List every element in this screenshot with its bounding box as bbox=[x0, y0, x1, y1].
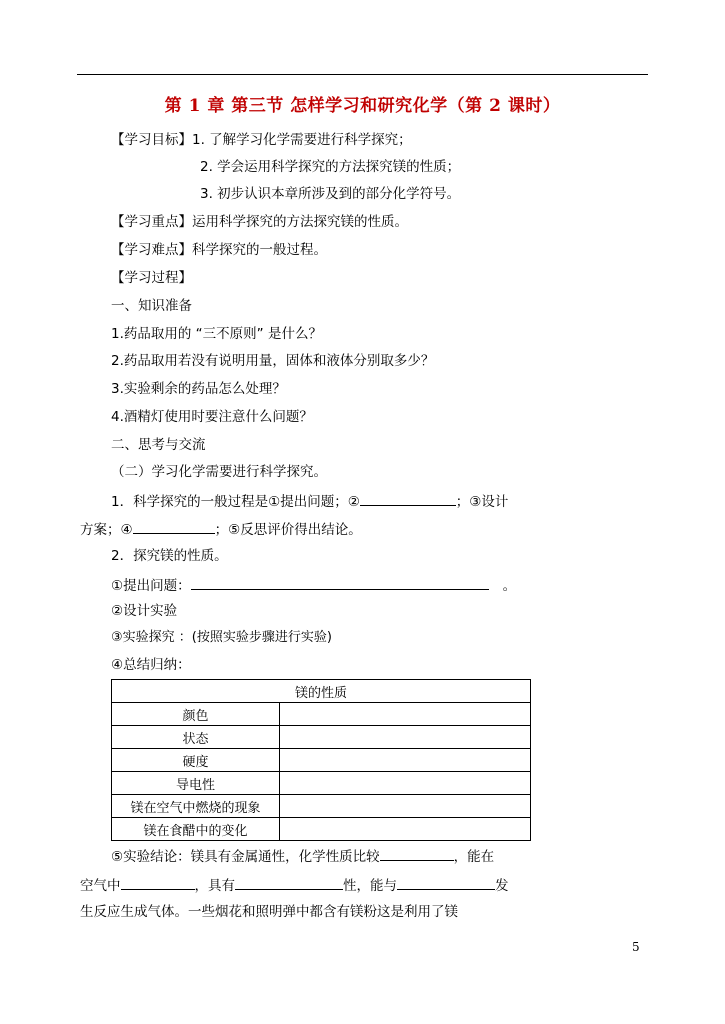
difficulty-label: 【学习难点】 bbox=[111, 242, 192, 258]
conclusion-line-1 bbox=[111, 846, 494, 866]
table-row bbox=[112, 795, 531, 818]
section-heading: 二、思考与交流 bbox=[111, 437, 206, 453]
subsection-heading: （二）学习化学需要进行科学探究。 bbox=[111, 464, 327, 480]
text-span: ①提出问题： bbox=[111, 578, 191, 594]
table-header: 镁的性质 bbox=[112, 680, 531, 703]
conclusion-line-3: 生反应生成气体。一些烟花和照明弹中都含有镁粉这是利用了镁 bbox=[80, 904, 458, 920]
property-answer-cell[interactable] bbox=[280, 818, 531, 841]
key-point-label: 【学习重点】 bbox=[111, 214, 192, 230]
text-span: 空气中 bbox=[80, 878, 121, 894]
fill-blank[interactable] bbox=[235, 875, 343, 890]
list-item: 2.药品取用若没有说明用量，固体和液体分别取多少？ bbox=[111, 353, 435, 369]
property-label: 硬度 bbox=[112, 749, 280, 772]
objectives-line-1 bbox=[111, 131, 412, 149]
text-span: 方案；④ bbox=[80, 522, 133, 538]
page-number: 5 bbox=[632, 940, 640, 954]
step-experiment: ③实验探究 ：(按照实验步骤进行实验) bbox=[111, 630, 332, 645]
property-answer-cell[interactable] bbox=[280, 772, 531, 795]
difficulty-line bbox=[111, 241, 327, 259]
property-label: 颜色 bbox=[112, 703, 280, 726]
header-rule bbox=[77, 74, 648, 75]
section-heading: 一、知识准备 bbox=[111, 298, 192, 314]
property-label: 状态 bbox=[112, 726, 280, 749]
step-design: ②设计实验 bbox=[111, 603, 178, 619]
objective-item: 3. 初步认识本章所涉及到的部分化学符号。 bbox=[200, 186, 461, 202]
property-answer-cell[interactable] bbox=[280, 703, 531, 726]
property-answer-cell[interactable] bbox=[280, 749, 531, 772]
text-span: 性，能与 bbox=[343, 878, 397, 894]
text-span: ⑤实验结论：镁具有金属通性，化学性质比较 bbox=[111, 849, 380, 865]
step-ask-question bbox=[111, 575, 516, 595]
list-item: 1.药品取用的 “三不原则” 是什么？ bbox=[111, 326, 322, 342]
fill-blank[interactable] bbox=[191, 575, 489, 590]
objectives-label: 【学习目标】 bbox=[111, 132, 192, 148]
fill-blank[interactable] bbox=[397, 875, 495, 890]
fill-blank[interactable] bbox=[360, 491, 456, 506]
text-span: 发 bbox=[495, 878, 509, 894]
text-span: ；③设计 bbox=[455, 494, 509, 510]
explore-heading: 2．探究镁的性质。 bbox=[111, 548, 228, 564]
property-answer-cell[interactable] bbox=[280, 795, 531, 818]
table-row bbox=[112, 818, 531, 841]
fill-blank[interactable] bbox=[133, 519, 215, 534]
text-span: 1．科学探究的一般过程是①提出问题；② bbox=[111, 494, 360, 510]
process-paragraph-line-2 bbox=[80, 519, 362, 539]
property-answer-cell[interactable] bbox=[280, 726, 531, 749]
magnesium-properties-table bbox=[111, 679, 531, 841]
key-point-line bbox=[111, 213, 408, 231]
text-span: 。 bbox=[502, 578, 517, 594]
text-span: ，具有 bbox=[194, 878, 235, 894]
table-row bbox=[112, 749, 531, 772]
table-row bbox=[112, 772, 531, 795]
list-item: 3.实验剩余的药品怎么处理？ bbox=[111, 381, 286, 397]
objective-item: 2. 学会运用科学探究的方法探究镁的性质； bbox=[200, 159, 461, 175]
step-summary: ④总结归纳： bbox=[111, 657, 191, 673]
key-point-text: 运用科学探究的方法探究镁的性质。 bbox=[192, 214, 408, 230]
process-label: 【学习过程】 bbox=[111, 270, 192, 286]
text-span: ；⑤反思评价得出结论。 bbox=[214, 522, 362, 538]
objective-item: 1. 了解学习化学需要进行科学探究； bbox=[192, 132, 412, 148]
list-item: 4.酒精灯使用时要注意什么问题？ bbox=[111, 409, 313, 425]
fill-blank[interactable] bbox=[380, 846, 454, 861]
text-span: ，能在 bbox=[453, 849, 495, 865]
property-label: 镁在空气中燃烧的现象 bbox=[112, 795, 280, 818]
table-row bbox=[112, 726, 531, 749]
page-title: 第 1 章 第三节 怎样学习和研究化学（第 2 课时） bbox=[164, 96, 561, 116]
difficulty-text: 科学探究的一般过程。 bbox=[192, 242, 327, 258]
table-row bbox=[112, 703, 531, 726]
process-paragraph-line-1 bbox=[111, 491, 508, 511]
property-label: 镁在食醋中的变化 bbox=[112, 818, 280, 841]
conclusion-line-2 bbox=[80, 875, 509, 895]
property-label: 导电性 bbox=[112, 772, 280, 795]
fill-blank[interactable] bbox=[121, 875, 195, 890]
table-header-row bbox=[112, 680, 531, 703]
